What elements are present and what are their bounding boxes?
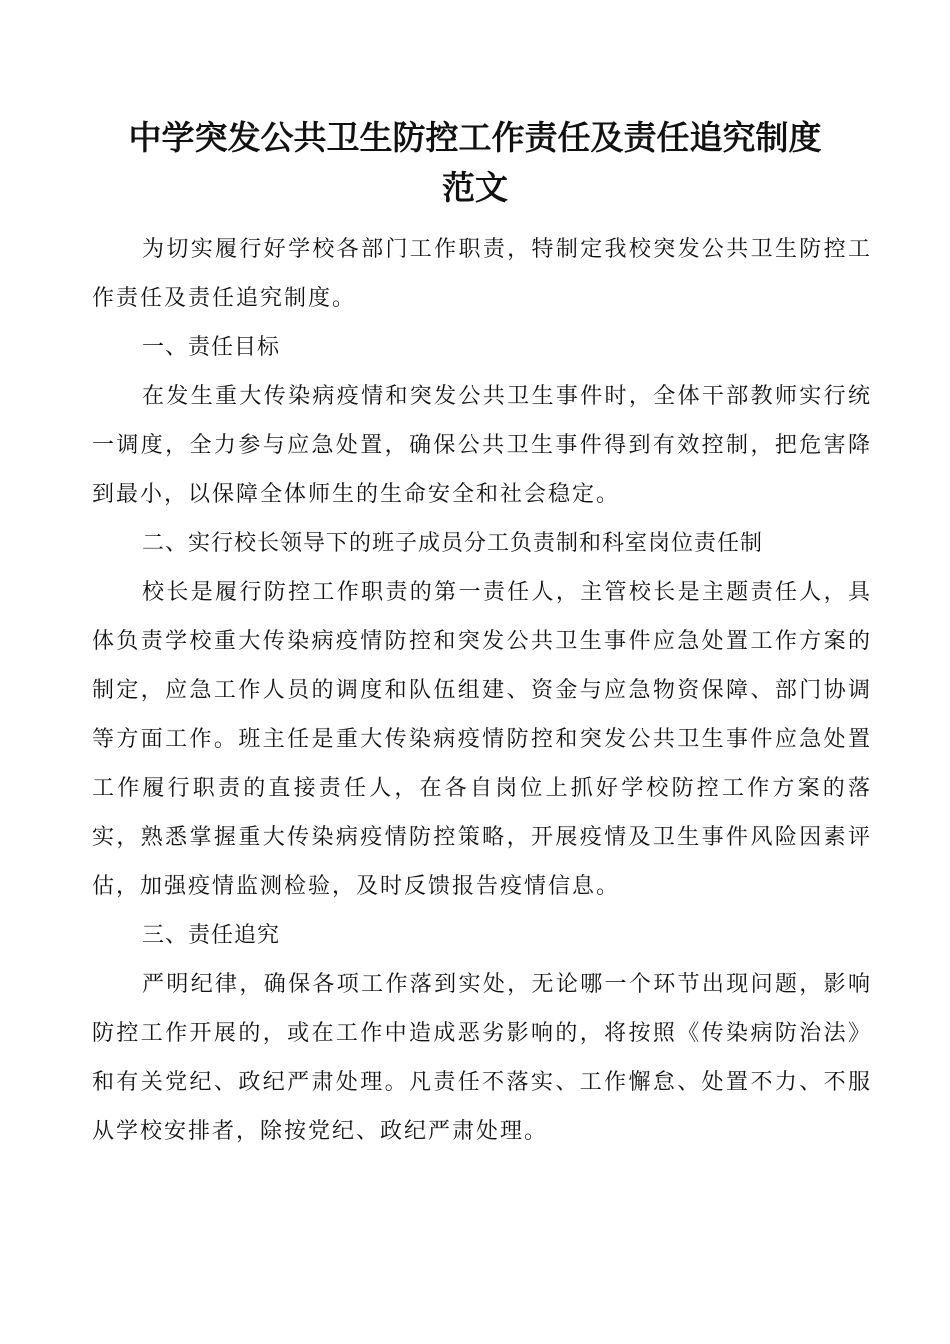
document-title-continuation: 范文 xyxy=(442,168,508,207)
section-heading-2: 二、实行校长领导下的班子成员分工负责制和科室岗位责任制 xyxy=(142,531,764,556)
section-paragraph-2: 校长是履行防控工作职责的第一责任人，主管校长是主题责任人，具体负责学校重大传染病疫情防控和突发公共卫生事件应急处置工作方案的制定，应急工作人员的调度和队伍组建、资金与应急物资保障、部门协调等方面工作。班主任是重大传染病疫情防控和突发公共卫生事件应急处置工作履行职责的直接责任人，在各自岗位上抓好学校防控工作方案的落实，熟悉掌握重大传染病疫情防控策略，开展疫情及卫生事件风险因素评估，加强疫情监测检验，及时反馈报告疫情信息。 xyxy=(92,580,872,899)
intro-paragraph: 为切实履行好学校各部门工作职责，特制定我校突发公共卫生防控工作责任及责任追究制度。 xyxy=(92,237,872,311)
section-paragraph-1: 在发生重大传染病疫情和突发公共卫生事件时，全体干部教师实行统一调度，全力参与应急处置，确保公共卫生事件得到有效控制，把危害降到最小，以保障全体师生的生命安全和社会稳定。 xyxy=(92,384,872,507)
document-title: 中学突发公共卫生防控工作责任及责任追究制度 xyxy=(128,118,822,157)
section-heading-1: 一、责任目标 xyxy=(142,335,281,360)
document-body xyxy=(92,225,872,1156)
section-heading-3: 三、责任追究 xyxy=(142,923,281,948)
section-paragraph-3: 严明纪律，确保各项工作落到实处，无论哪一个环节出现问题，影响防控工作开展的，或在工作中造成恶劣影响的，将按照《传染病防治法》和有关党纪、政纪严肃处理。凡责任不落实、工作懈怠、处置不力、不服从学校安排者，除按党纪、政纪严肃处理。 xyxy=(92,972,872,1144)
